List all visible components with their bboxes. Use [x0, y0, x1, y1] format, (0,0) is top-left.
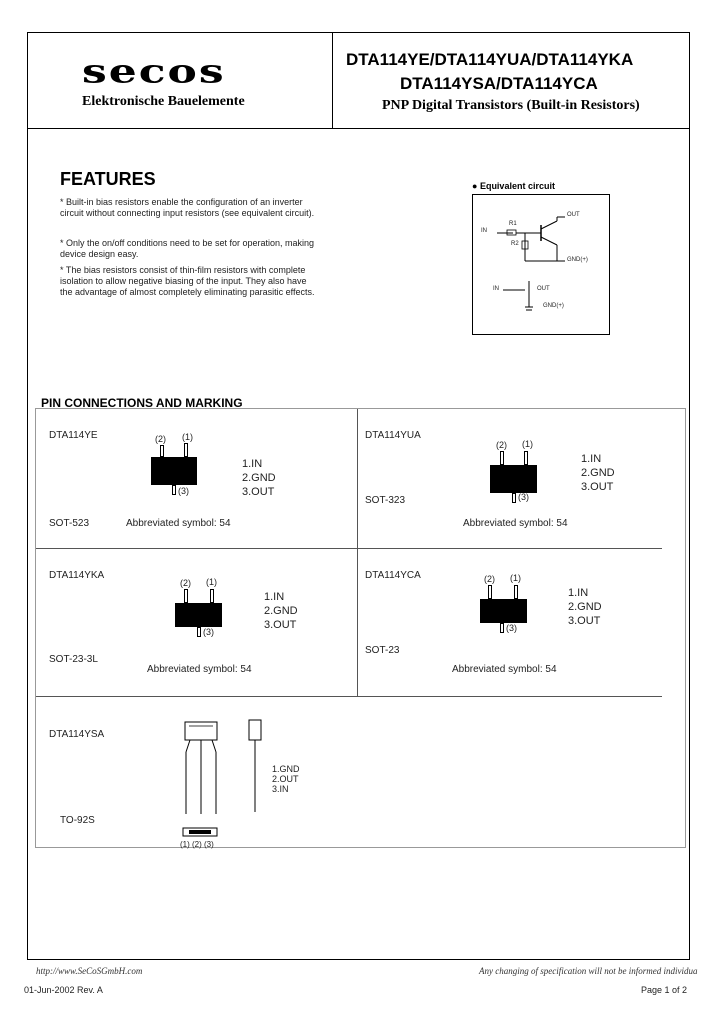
- title-line-1: DTA114YE/DTA114YUA/DTA114YKA: [346, 50, 634, 69]
- pin-label: (3): [178, 486, 189, 496]
- package-yca: SOT-23: [365, 645, 400, 656]
- chip-lead: [512, 493, 516, 503]
- pin-grid-hline: [36, 548, 662, 549]
- chip-lead: [184, 443, 188, 457]
- equivalent-circuit-title: Equivalent circuit: [479, 181, 555, 191]
- symbol-yka: Abbreviated symbol: 54: [147, 664, 252, 675]
- eq-r2-label: R2: [511, 241, 519, 247]
- equivalent-circuit-box: [472, 194, 610, 335]
- eq-in2-label: IN: [493, 286, 499, 292]
- pin-desc: 1.IN: [264, 591, 285, 603]
- eq-in-label: IN: [481, 228, 487, 234]
- pin-label: (3): [518, 492, 529, 502]
- pin-grid-vline: [357, 409, 358, 696]
- pin-desc: 1.IN: [581, 453, 602, 465]
- pin-desc: 2.OUT: [272, 774, 299, 784]
- package-ye: SOT-523: [49, 518, 90, 529]
- chip-body: [490, 465, 537, 493]
- chip-lead: [172, 485, 176, 495]
- feature-item: * The bias resistors consist of thin-film resistors with complete isolation to allow negative biasing of the input. They also have the advantage of almost completely eliminating parasitic effects.: [60, 265, 315, 297]
- pin-label: (1): [522, 439, 533, 449]
- footer-notice: Any changing of specification will not be informed individua: [479, 966, 698, 976]
- header-divider: [332, 32, 333, 129]
- chip-lead: [500, 451, 504, 465]
- part-ye: DTA114YE: [49, 430, 98, 441]
- package-ysa: TO-92S: [60, 815, 95, 826]
- pin-desc: 3.OUT: [568, 615, 601, 627]
- to92s-footprint: [181, 826, 221, 840]
- chip-body: [151, 457, 197, 485]
- pin-label: (1): [182, 432, 193, 442]
- pin-label: (3): [506, 623, 517, 633]
- pin-desc: 3.OUT: [264, 619, 297, 631]
- secos-logo: [82, 50, 226, 94]
- title-line-2: DTA114YSA/DTA114YCA: [400, 74, 598, 93]
- part-yua: DTA114YUA: [365, 430, 421, 441]
- part-yca: DTA114YCA: [365, 570, 421, 581]
- chip-lead: [514, 585, 518, 599]
- part-ysa: DTA114YSA: [49, 729, 105, 740]
- footer-url: http://www.SeCoSGmbH.com: [36, 966, 143, 976]
- to92s-lead-labels: (1) (2) (3): [180, 840, 214, 849]
- features-heading: FEATURES: [60, 169, 156, 189]
- page-number: Page 1 of 2: [641, 985, 688, 995]
- pin-connections-heading: PIN CONNECTIONS AND MARKING: [41, 396, 243, 410]
- pin-desc: 2.GND: [568, 601, 602, 613]
- feature-item: * Only the on/off conditions need to be set for operation, making device design easy.: [60, 238, 314, 259]
- chip-lead: [210, 589, 214, 603]
- chip-lead: [197, 627, 201, 637]
- pin-label: (2): [180, 578, 191, 588]
- package-yua: SOT-323: [365, 495, 406, 506]
- part-yka: DTA114YKA: [49, 570, 105, 581]
- company-name: Elektronische Bauelemente: [82, 94, 245, 109]
- chip-lead: [160, 445, 164, 457]
- pin-label: (2): [155, 434, 166, 444]
- eq-r1-label: R1: [509, 221, 517, 227]
- eq-out2-label: OUT: [537, 286, 550, 292]
- pin-label: (2): [484, 574, 495, 584]
- eq-out-label: OUT: [567, 212, 580, 218]
- subtitle: PNP Digital Transistors (Built-in Resistors): [382, 98, 640, 113]
- chip-lead: [500, 623, 504, 633]
- pin-label: (2): [496, 440, 507, 450]
- chip-body: [480, 599, 527, 623]
- chip-lead: [488, 585, 492, 599]
- feature-item: * Built-in bias resistors enable the configuration of an inverter circuit without connecting input resistors (see equivalent circuit).: [60, 197, 315, 218]
- pin-desc: 2.GND: [264, 605, 298, 617]
- revision-date: 01-Jun-2002 Rev. A: [24, 985, 103, 995]
- circuit-diagram: [473, 195, 609, 334]
- eq-gnd-label: GND(+): [567, 257, 588, 263]
- pin-label: (1): [510, 573, 521, 583]
- pin-desc: 1.GND: [272, 764, 300, 774]
- pin-desc: 2.GND: [242, 472, 276, 484]
- symbol-yca: Abbreviated symbol: 54: [452, 664, 557, 675]
- pin-label: (1): [206, 577, 217, 587]
- pin-desc: 1.IN: [568, 587, 589, 599]
- chip-lead: [524, 451, 528, 465]
- to92s-drawing: [178, 716, 278, 826]
- pin-desc: 1.IN: [242, 458, 263, 470]
- pin-desc: 3.OUT: [242, 486, 275, 498]
- chip-lead: [184, 589, 188, 603]
- pin-label: (3): [203, 627, 214, 637]
- pin-grid-hline: [36, 696, 662, 697]
- symbol-yua: Abbreviated symbol: 54: [463, 518, 568, 529]
- header-bottom-rule: [27, 128, 690, 129]
- chip-body: [175, 603, 222, 627]
- symbol-ye: Abbreviated symbol: 54: [126, 518, 231, 529]
- logo-text: secos: [82, 52, 226, 91]
- pin-desc: 3.IN: [272, 784, 289, 794]
- equivalent-circuit-label: ● Equivalent circuit: [472, 181, 555, 191]
- pin-desc: 2.GND: [581, 467, 615, 479]
- eq-gnd2-label: GND(+): [543, 303, 564, 309]
- pin-desc: 3.OUT: [581, 481, 614, 493]
- package-yka: SOT-23-3L: [49, 654, 98, 665]
